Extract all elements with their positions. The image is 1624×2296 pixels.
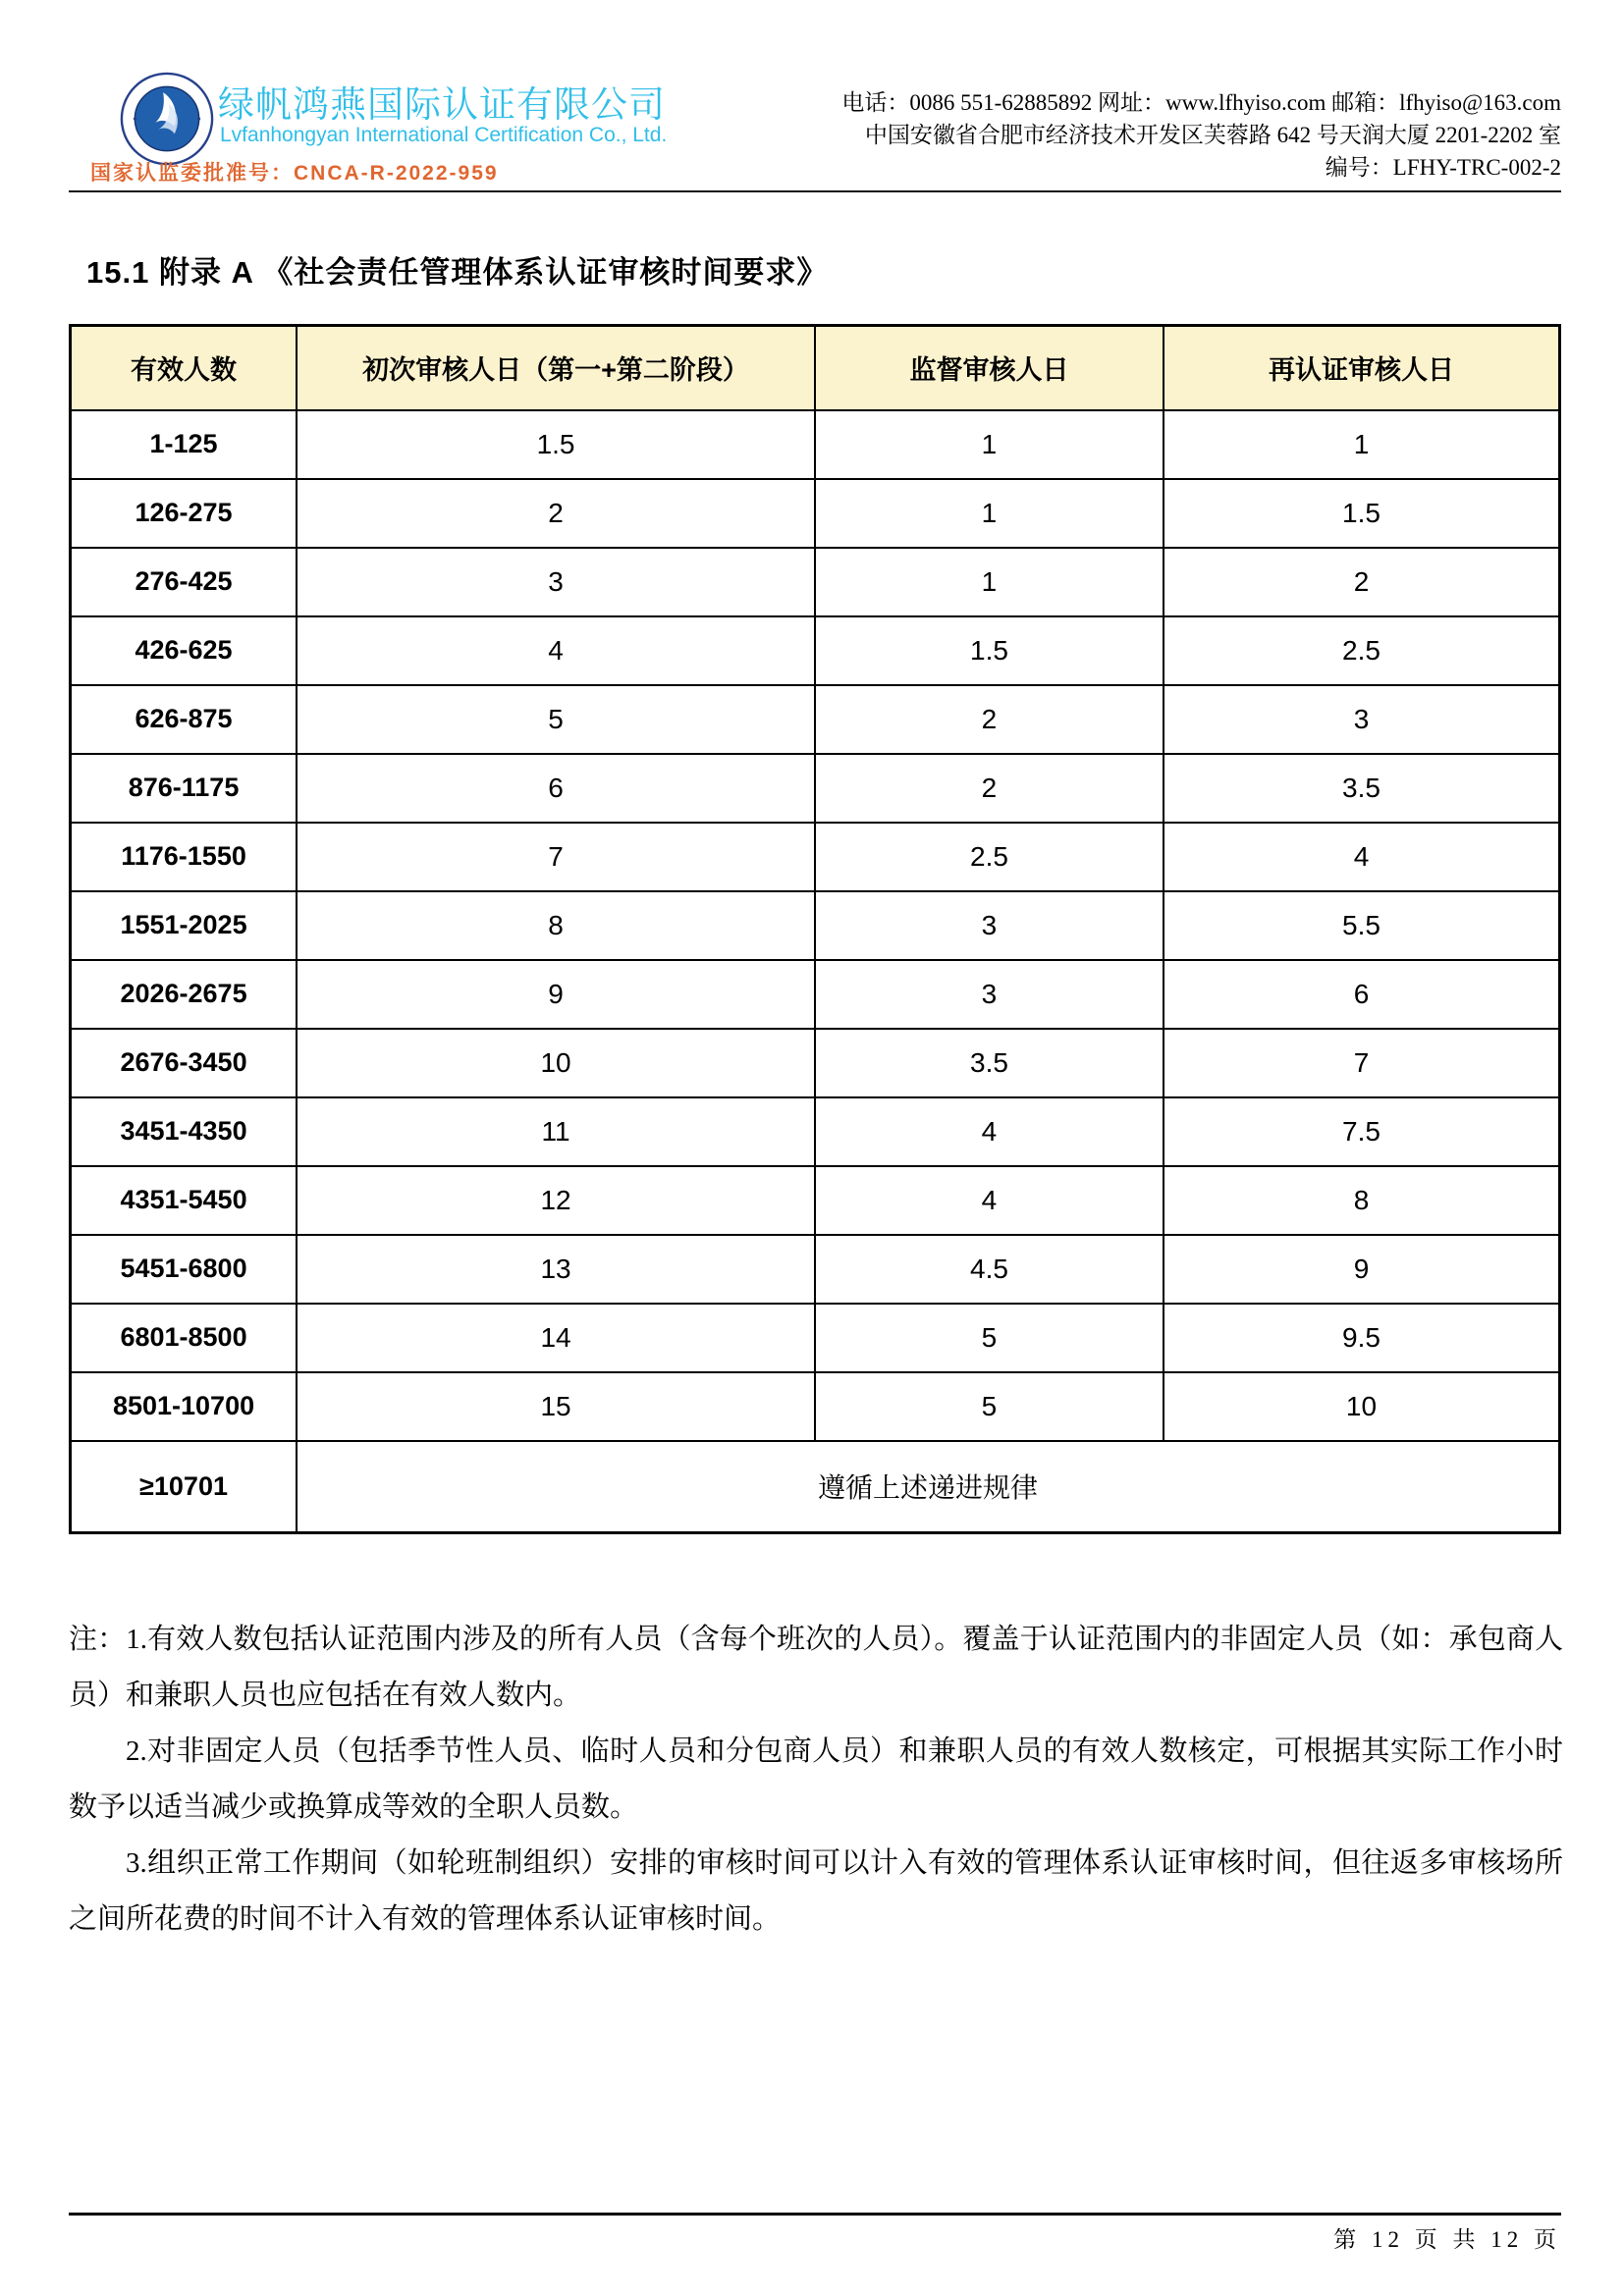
people-range-cell: 276-425 xyxy=(71,548,298,616)
table-header-row xyxy=(71,326,1560,410)
initial-audit-cell: 2 xyxy=(297,479,815,548)
initial-audit-cell: 15 xyxy=(297,1372,815,1441)
recert-audit-cell: 8 xyxy=(1164,1166,1560,1235)
initial-audit-cell: 1.5 xyxy=(297,410,815,479)
surveillance-audit-cell: 3 xyxy=(815,891,1164,960)
company-name-cn: 绿帆鸿燕国际认证有限公司 xyxy=(218,84,666,125)
recert-audit-cell: 7 xyxy=(1164,1029,1560,1097)
approval-number: 国家认监委批准号：CNCA-R-2022-959 xyxy=(90,162,499,185)
people-range-cell: 1176-1550 xyxy=(71,823,298,891)
surveillance-audit-cell: 1 xyxy=(815,410,1164,479)
table-row xyxy=(71,410,1560,479)
initial-audit-cell: 4 xyxy=(297,616,815,685)
recert-audit-cell: 7.5 xyxy=(1164,1097,1560,1166)
audit-time-table xyxy=(69,324,1561,1534)
contact-phone-web-mail: 电话：0086 551-62885892 网址：www.lfhyiso.com 邮箱：lfhyiso@163.com xyxy=(841,90,1561,115)
people-range-cell: ≥10701 xyxy=(71,1441,298,1533)
initial-audit-cell: 13 xyxy=(297,1235,815,1304)
people-range-cell: 5451-6800 xyxy=(71,1235,298,1304)
recert-audit-cell: 6 xyxy=(1164,960,1560,1029)
people-range-cell: 4351-5450 xyxy=(71,1166,298,1235)
contact-block xyxy=(841,86,1561,184)
people-range-cell: 3451-4350 xyxy=(71,1097,298,1166)
table-row xyxy=(71,960,1560,1029)
initial-audit-cell: 10 xyxy=(297,1029,815,1097)
surveillance-audit-cell: 3 xyxy=(815,960,1164,1029)
note-2: 2.对非固定人员（包括季节性人员、临时人员和分包商人员）和兼职人员的有效人数核定，可根据其实际工作小时数予以适当减少或换算成等效的全职人员数。 xyxy=(69,1735,1563,1823)
surveillance-audit-cell: 4 xyxy=(815,1166,1164,1235)
table-row xyxy=(71,1235,1560,1304)
document-number: 编号：LFHY-TRC-002-2 xyxy=(1325,155,1561,180)
initial-audit-cell: 6 xyxy=(297,754,815,823)
initial-audit-cell: 7 xyxy=(297,823,815,891)
people-range-cell: 1551-2025 xyxy=(71,891,298,960)
people-range-cell: 8501-10700 xyxy=(71,1372,298,1441)
note-3: 3.组织正常工作期间（如轮班制组织）安排的审核时间可以计入有效的管理体系认证审核时间，但往返多审核场所之间所花费的时间不计入有效的管理体系认证审核时间。 xyxy=(69,1847,1563,1935)
recert-audit-cell: 3 xyxy=(1164,685,1560,754)
recert-audit-cell: 1 xyxy=(1164,410,1560,479)
table-row xyxy=(71,1166,1560,1235)
surveillance-audit-cell: 2 xyxy=(815,685,1164,754)
initial-audit-cell: 8 xyxy=(297,891,815,960)
recert-audit-cell: 9 xyxy=(1164,1235,1560,1304)
people-range-cell: 1-125 xyxy=(71,410,298,479)
surveillance-audit-cell: 5 xyxy=(815,1304,1164,1372)
surveillance-audit-cell: 1 xyxy=(815,548,1164,616)
table-row xyxy=(71,891,1560,960)
initial-audit-cell: 3 xyxy=(297,548,815,616)
col-header-initial-audit: 初次审核人日（第一+第二阶段） xyxy=(297,326,815,410)
people-range-cell: 876-1175 xyxy=(71,754,298,823)
initial-audit-cell: 14 xyxy=(297,1304,815,1372)
page-header xyxy=(0,0,1624,196)
recert-audit-cell: 9.5 xyxy=(1164,1304,1560,1372)
audit-time-table-wrap xyxy=(69,324,1561,1534)
initial-audit-cell: 9 xyxy=(297,960,815,1029)
table-row xyxy=(71,548,1560,616)
col-header-recert-audit: 再认证审核人日 xyxy=(1164,326,1560,410)
page-title: 15.1 附录 A 《社会责任管理体系认证审核时间要求》 xyxy=(86,255,829,290)
surveillance-audit-cell: 4 xyxy=(815,1097,1164,1166)
surveillance-audit-cell: 2 xyxy=(815,754,1164,823)
company-logo-icon xyxy=(120,72,214,166)
recert-audit-cell: 10 xyxy=(1164,1372,1560,1441)
header-divider xyxy=(69,190,1561,192)
table-row xyxy=(71,685,1560,754)
table-row xyxy=(71,616,1560,685)
recert-audit-cell: 3.5 xyxy=(1164,754,1560,823)
recert-audit-cell: 2.5 xyxy=(1164,616,1560,685)
people-range-cell: 2026-2675 xyxy=(71,960,298,1029)
initial-audit-cell: 11 xyxy=(297,1097,815,1166)
table-row xyxy=(71,823,1560,891)
people-range-cell: 426-625 xyxy=(71,616,298,685)
people-range-cell: 626-875 xyxy=(71,685,298,754)
page-footer xyxy=(69,2213,1561,2254)
surveillance-audit-cell: 1 xyxy=(815,479,1164,548)
table-row xyxy=(71,754,1560,823)
table-row xyxy=(71,1029,1560,1097)
note-1: 注：1.有效人数包括认证范围内涉及的所有人员（含每个班次的人员）。覆盖于认证范围内的非固定人员（如：承包商人员）和兼职人员也应包括在有效人数内。 xyxy=(69,1624,1563,1711)
col-header-effective-people: 有效人数 xyxy=(71,326,298,410)
recert-audit-cell: 5.5 xyxy=(1164,891,1560,960)
page-number: 第 12 页 共 12 页 xyxy=(1333,2227,1561,2252)
surveillance-audit-cell: 1.5 xyxy=(815,616,1164,685)
initial-audit-cell: 12 xyxy=(297,1166,815,1235)
surveillance-audit-cell: 5 xyxy=(815,1372,1164,1441)
table-row xyxy=(71,1372,1560,1441)
table-row xyxy=(71,1097,1560,1166)
surveillance-audit-cell: 3.5 xyxy=(815,1029,1164,1097)
surveillance-audit-cell: 4.5 xyxy=(815,1235,1164,1304)
surveillance-audit-cell: 2.5 xyxy=(815,823,1164,891)
recert-audit-cell: 1.5 xyxy=(1164,479,1560,548)
people-range-cell: 126-275 xyxy=(71,479,298,548)
recert-audit-cell: 4 xyxy=(1164,823,1560,891)
col-header-surveillance-audit: 监督审核人日 xyxy=(815,326,1164,410)
contact-address: 中国安徽省合肥市经济技术开发区芙蓉路 642 号天润大厦 2201-2202 室 xyxy=(864,123,1561,147)
initial-audit-cell: 5 xyxy=(297,685,815,754)
company-name-en: Lvfanhongyan International Certification Co., Ltd. xyxy=(220,124,668,146)
recert-audit-cell: 2 xyxy=(1164,548,1560,616)
table-row xyxy=(71,1304,1560,1372)
table-row-overflow xyxy=(71,1441,1560,1533)
table-row xyxy=(71,479,1560,548)
people-range-cell: 6801-8500 xyxy=(71,1304,298,1372)
notes-section xyxy=(69,1612,1563,1948)
progression-rule-cell: 遵循上述递进规律 xyxy=(297,1441,1559,1533)
people-range-cell: 2676-3450 xyxy=(71,1029,298,1097)
